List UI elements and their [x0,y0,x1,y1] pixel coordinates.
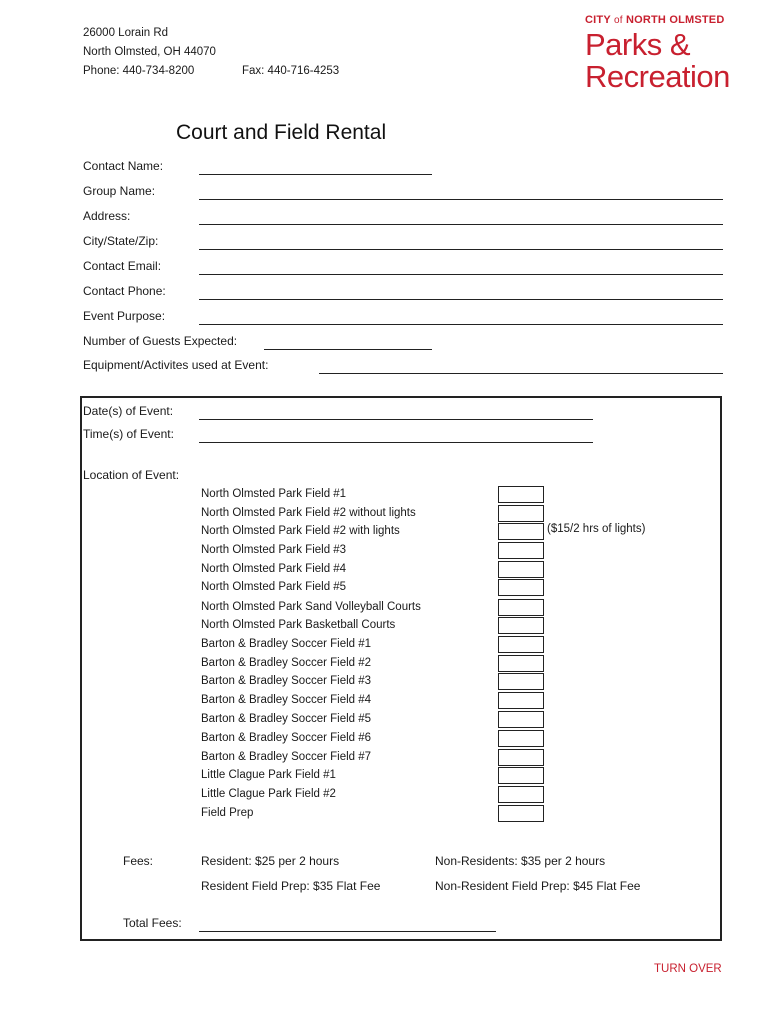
location-checkbox[interactable] [498,636,544,653]
contact-phone-label: Contact Phone: [83,284,166,298]
location-item: North Olmsted Park Field #2 without lights [201,507,416,519]
total-fees-field[interactable] [199,931,496,932]
location-checkbox[interactable] [498,561,544,578]
location-checkbox[interactable] [498,692,544,709]
location-item: Barton & Bradley Soccer Field #1 [201,638,372,650]
contact-phone-field[interactable] [199,299,723,300]
location-checkbox[interactable] [498,655,544,672]
dates-field[interactable] [199,419,593,420]
location-label: Location of Event: [83,468,180,482]
guests-expected-label: Number of Guests Expected: [83,334,238,348]
address-field[interactable] [199,224,723,225]
city-state-zip-label: City/State/Zip: [83,234,159,248]
equipment-label: Equipment/Activites used at Event: [83,358,269,372]
location-item: North Olmsted Park Field #5 [201,581,347,593]
event-purpose-label: Event Purpose: [83,309,166,323]
group-name-label: Group Name: [83,184,156,198]
resident-fee: Resident: $25 per 2 hours [201,854,340,868]
location-checkbox[interactable] [498,505,544,522]
location-item: North Olmsted Park Field #2 with lights [201,525,400,537]
dates-label: Date(s) of Event: [83,404,174,418]
location-item: Field Prep [201,807,254,819]
logo-parks: Parks & [585,27,691,62]
location-checkbox[interactable] [498,617,544,634]
times-label: Time(s) of Event: [83,427,174,441]
page-title: Court and Field Rental [176,121,387,144]
resident-prep-fee: Resident Field Prep: $35 Flat Fee [201,879,381,893]
total-fees-label: Total Fees: [123,916,182,930]
logo-city-line [585,14,730,26]
location-item: Barton & Bradley Soccer Field #6 [201,732,372,744]
times-field[interactable] [199,442,593,443]
city-state-zip-field[interactable] [199,249,723,250]
location-checkbox[interactable] [498,749,544,766]
location-checkbox[interactable] [498,599,544,616]
location-item: North Olmsted Park Field #3 [201,544,347,556]
location-item: Barton & Bradley Soccer Field #2 [201,657,372,669]
location-item: North Olmsted Park Field #1 [201,488,347,500]
location-item: Little Clague Park Field #2 [201,788,336,800]
location-checkbox[interactable] [498,711,544,728]
non-resident-prep-fee: Non-Resident Field Prep: $45 Flat Fee [435,879,641,893]
location-checkbox[interactable] [498,542,544,559]
logo-of: of [613,15,623,26]
location-item: Barton & Bradley Soccer Field #7 [201,751,372,763]
location-checkbox[interactable] [498,486,544,503]
location-checkbox[interactable] [498,673,544,690]
phone-number: Phone: 440-734-8200 [83,65,195,77]
guests-expected-field[interactable] [264,349,432,350]
lights-fee-note: ($15/2 hrs of lights) [547,523,646,535]
location-checkbox[interactable] [498,786,544,803]
location-item: Little Clague Park Field #1 [201,769,336,781]
location-item: North Olmsted Park Basketball Courts [201,619,396,631]
location-item: North Olmsted Park Field #4 [201,563,347,575]
location-checkbox[interactable] [498,730,544,747]
contact-name-field[interactable] [199,174,432,175]
equipment-field[interactable] [319,373,723,374]
location-item: Barton & Bradley Soccer Field #4 [201,694,372,706]
logo-city-prefix: CITY [585,14,611,26]
contact-name-label: Contact Name: [83,159,164,173]
location-checkbox[interactable] [498,767,544,784]
logo-city-name: NORTH OLMSTED [625,14,725,26]
location-checkbox[interactable] [498,579,544,596]
location-item: North Olmsted Park Sand Volleyball Courts [201,601,421,613]
fees-label: Fees: [123,854,154,868]
location-item: Barton & Bradley Soccer Field #3 [201,675,372,687]
location-item: Barton & Bradley Soccer Field #5 [201,713,372,725]
location-checkbox[interactable] [498,523,544,540]
logo [585,14,730,93]
fax-number: Fax: 440-716-4253 [242,65,340,77]
location-checkbox[interactable] [498,805,544,822]
contact-email-field[interactable] [199,274,723,275]
address-line1: 26000 Lorain Rd [83,27,169,39]
event-purpose-field[interactable] [199,324,723,325]
group-name-field[interactable] [199,199,723,200]
non-resident-fee: Non-Residents: $35 per 2 hours [435,854,606,868]
address-line2: North Olmsted, OH 44070 [83,46,216,58]
turn-over-note: TURN OVER [654,963,722,975]
logo-recreation: Recreation [585,59,730,94]
address-label: Address: [83,209,131,223]
contact-email-label: Contact Email: [83,259,162,273]
